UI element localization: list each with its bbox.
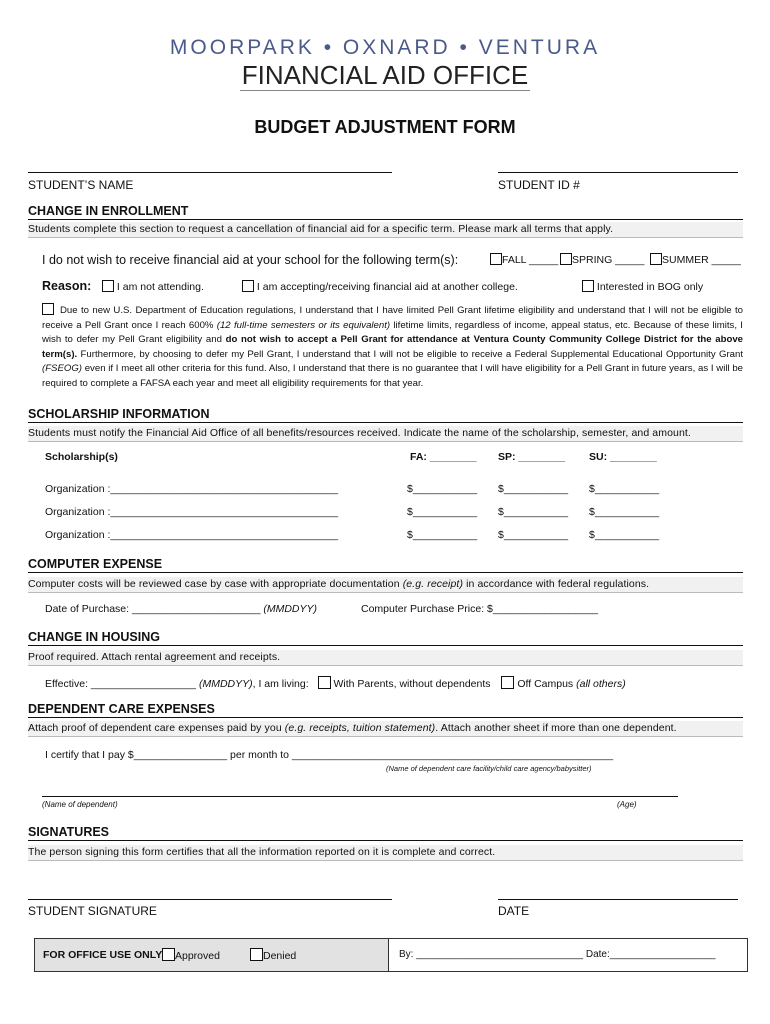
purchase-date-field[interactable] <box>45 603 317 615</box>
approved-option <box>162 948 220 962</box>
signatures-description: The person signing this form certifies that all the information reported on it is complete and correct. <box>28 845 743 861</box>
term-statement: I do not wish to receive financial aid at your school for the following term(s): <box>42 253 459 267</box>
term-summer <box>650 253 741 266</box>
section-heading-housing: CHANGE IN HOUSING <box>28 630 743 646</box>
fall-label: FALL _____ <box>502 254 559 266</box>
spring-checkbox[interactable] <box>560 253 572 265</box>
computer-desc-i: (e.g. receipt) <box>402 578 464 590</box>
fa-col-header: FA: ________ <box>410 451 477 463</box>
dependent-name-line[interactable] <box>42 796 678 797</box>
housing-effective-row <box>45 676 745 690</box>
scholarship-description: Students must notify the Financial Aid Office of all benefits/resources received. Indicate the name of the scholarship, semester, and amount. <box>28 426 743 442</box>
organization-field[interactable]: Organization :_______________________________________ <box>45 483 339 495</box>
fall-checkbox[interactable] <box>490 253 502 265</box>
summer-label: SUMMER _____ <box>662 254 741 266</box>
denied-checkbox[interactable] <box>250 948 263 961</box>
signature-date-label: DATE <box>498 904 530 918</box>
student-id-line[interactable] <box>498 172 738 173</box>
student-signature-label: STUDENT SIGNATURE <box>28 904 157 918</box>
section-heading-dependent-care: DEPENDENT CARE EXPENSES <box>28 702 743 718</box>
not-attending-label: I am not attending. <box>116 281 204 293</box>
with-parents-label: With Parents, without dependents <box>333 678 491 690</box>
pell-grant-statement <box>42 303 743 391</box>
section-heading-enrollment: CHANGE IN ENROLLMENT <box>28 204 743 220</box>
reason-not-attending <box>102 280 204 293</box>
dependent-desc-b: . Attach another sheet if more than one dependent. <box>435 722 677 734</box>
dependent-age-note: (Age) <box>617 800 637 809</box>
student-id-label: STUDENT ID # <box>498 178 580 192</box>
dependent-desc-a: Attach proof of dependent care expenses paid by you <box>28 722 285 734</box>
su-amount-field[interactable]: $___________ <box>589 529 660 541</box>
term-fall <box>490 253 558 266</box>
enrollment-description: Students complete this section to request a cancellation of financial aid for a specific term. Please mark all terms that apply. <box>28 222 743 238</box>
spring-label: SPRING _____ <box>572 254 645 266</box>
reason-other-college <box>242 280 518 293</box>
pell-text-5: Furthermore, by choosing to defer my Pell Grant, I understand that I will not be eligible to receive a Federal Supplemental Educational Opportunity Grant <box>77 348 743 360</box>
pell-text-1: Due to new U.S. Department of Education regulations, I understand that I have limited Pell Grant lifetime eligibility and understand that I will not be eligible to receive a Pell Grant once I reach 600% <box>42 305 743 331</box>
reason-bog <box>582 280 703 293</box>
su-amount-field[interactable]: $___________ <box>589 506 660 518</box>
computer-desc-b: in accordance with federal regulations. <box>463 578 650 590</box>
dependent-desc-i: (e.g. receipts, tuition statement) <box>284 722 436 734</box>
student-name-label: STUDENT’S NAME <box>28 178 134 192</box>
form-title: BUDGET ADJUSTMENT FORM <box>254 117 516 137</box>
dependent-name-note: (Name of dependent) <box>42 800 118 809</box>
header-underline <box>240 90 530 91</box>
living-label: , I am living: <box>252 678 309 690</box>
approved-label: Approved <box>175 950 220 962</box>
dependent-care-description <box>28 721 743 737</box>
office-use-box <box>34 938 748 972</box>
off-campus-note: (all others) <box>576 678 626 690</box>
section-heading-computer: COMPUTER EXPENSE <box>28 557 743 573</box>
bog-checkbox[interactable] <box>582 280 594 292</box>
not-attending-checkbox[interactable] <box>102 280 114 292</box>
scholarship-col-header: Scholarship(s) <box>45 451 118 463</box>
organization-field[interactable]: Organization :_______________________________________ <box>45 506 339 518</box>
sp-amount-field[interactable]: $___________ <box>498 529 569 541</box>
bog-label: Interested in BOG only <box>596 281 704 293</box>
fa-amount-field[interactable]: $___________ <box>407 506 478 518</box>
off-campus-label <box>517 678 625 690</box>
fa-amount-field[interactable]: $___________ <box>407 483 478 495</box>
summer-checkbox[interactable] <box>650 253 662 265</box>
office-campus-names: MOORPARK • OXNARD • VENTURA <box>169 36 601 59</box>
fa-amount-field[interactable]: $___________ <box>407 529 478 541</box>
with-parents-checkbox[interactable] <box>318 676 331 689</box>
pell-text-4: do not wish to accept a Pell Grant for attendance at Ventura County Community College District for the above term(s). <box>42 334 743 360</box>
section-heading-scholarship: SCHOLARSHIP INFORMATION <box>28 407 743 423</box>
student-name-line[interactable] <box>28 172 392 173</box>
purchase-date-label: Date of Purchase: ______________________ <box>45 603 264 615</box>
su-col-header: SU: ________ <box>589 451 657 463</box>
organization-field[interactable]: Organization :_______________________________________ <box>45 529 339 541</box>
reason-label: Reason: <box>42 279 92 293</box>
sp-amount-field[interactable]: $___________ <box>498 506 569 518</box>
denied-option <box>250 948 296 962</box>
facility-note: (Name of dependent care facility/child care agency/babysitter) <box>386 764 592 773</box>
denied-label: Denied <box>263 950 297 962</box>
pell-text-3: lifetime limits, regardless of income, appeal status, etc. Because of these limits, I wish to defer my Pell Grant eligibility and <box>42 319 743 345</box>
su-amount-field[interactable]: $___________ <box>589 483 660 495</box>
signature-date-line[interactable] <box>498 899 738 900</box>
pell-text-6: (FSEOG) <box>42 363 82 374</box>
student-signature-line[interactable] <box>28 899 392 900</box>
office-use-left <box>35 939 389 971</box>
section-heading-signatures: SIGNATURES <box>28 825 743 841</box>
housing-description: Proof required. Attach rental agreement and receipts. <box>28 650 743 666</box>
off-campus-text: Off Campus <box>517 678 577 690</box>
other-college-checkbox[interactable] <box>242 280 254 292</box>
purchase-date-format: (MMDDYY) <box>263 603 318 615</box>
sp-amount-field[interactable]: $___________ <box>498 483 569 495</box>
effective-date-field[interactable] <box>45 678 253 690</box>
office-by-date-field[interactable]: By: ______________________________ Date:___________________ <box>399 949 716 960</box>
office-use-label: FOR OFFICE USE ONLY <box>43 949 163 961</box>
effective-format: (MMDDYY) <box>198 678 253 690</box>
office-name: FINANCIAL AID OFFICE <box>241 60 529 90</box>
effective-label: Effective: __________________ <box>45 678 199 690</box>
other-college-label: I am accepting/receiving financial aid at another college. <box>256 281 518 293</box>
pell-text-2: (12 full-time semesters or its equivalent) <box>216 319 391 331</box>
computer-description <box>28 577 743 593</box>
computer-desc-a: Computer costs will be reviewed case by case with appropriate documentation <box>28 578 403 590</box>
sp-col-header: SP: ________ <box>498 451 566 463</box>
pell-text-7: even if I meet all other criteria for this fund. Also, I understand that there is no guarantee that I will have eligibility for a Pell Grant in future years, as I will be required to complete a FAFSA each year and meet all eligibility requirements for that year. <box>42 363 743 389</box>
dependent-care-amount-field[interactable]: I certify that I pay $________________ per month to _______________________________________________________ <box>45 749 614 761</box>
term-spring <box>560 253 644 266</box>
off-campus-checkbox[interactable] <box>501 676 514 689</box>
pell-defer-checkbox[interactable] <box>42 303 54 315</box>
approved-checkbox[interactable] <box>162 948 175 961</box>
purchase-price-field[interactable]: Computer Purchase Price: $__________________ <box>361 603 599 615</box>
